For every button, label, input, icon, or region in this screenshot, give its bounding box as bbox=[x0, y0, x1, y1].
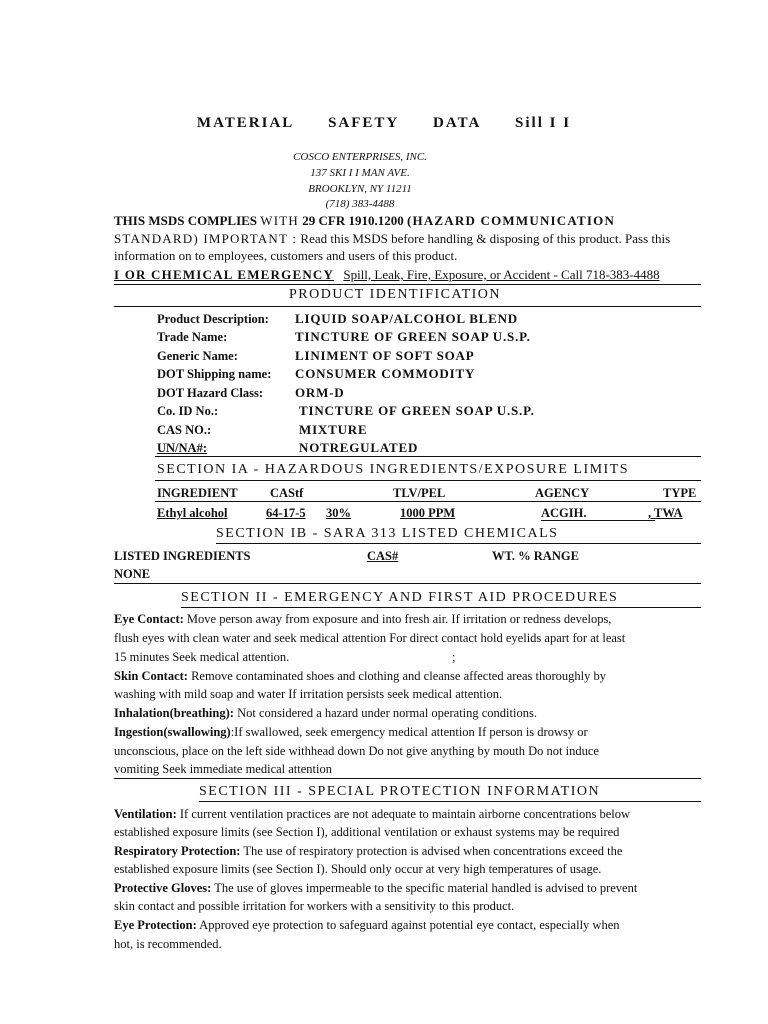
compliance-line-1 bbox=[114, 213, 615, 229]
emergency-line bbox=[114, 267, 660, 283]
gloves-text: The use of gloves impermeable to the specific material handled is advised to prevent bbox=[214, 881, 638, 895]
skin-contact-line-1 bbox=[114, 669, 704, 684]
divider bbox=[199, 801, 701, 802]
compliance-instruction: Read this MSDS before handling & disposing of this product. Pass this bbox=[300, 231, 671, 246]
skin-contact-text: Remove contaminated shoes and clothing and cleanse affected areas thoroughly by bbox=[191, 669, 606, 683]
eye-contact-line-3: 15 minutes Seek medical attention. bbox=[114, 650, 290, 664]
col-cas: CAStf bbox=[270, 486, 304, 500]
skin-contact-line-2: washing with mild soap and water If irritation persists seek medical attention. bbox=[114, 687, 503, 701]
col-agency: AGENCY bbox=[535, 486, 590, 500]
generic-name-label: Generic Name: bbox=[157, 349, 238, 363]
section-ib-heading: SECTION IB - SARA 313 LISTED CHEMICALS bbox=[216, 526, 559, 541]
company-phone: (718) 383-4488 bbox=[325, 198, 395, 210]
section-ii-heading: SECTION II - EMERGENCY AND FIRST AID PROCEDURES bbox=[181, 590, 619, 605]
divider bbox=[114, 583, 701, 584]
respiratory-text: The use of respiratory protection is advised when concentrations exceed the bbox=[243, 844, 623, 858]
un-na-value: NOTREGULATED bbox=[299, 440, 419, 455]
trade-name-value: TINCTURE OF GREEN SOAP U.S.P. bbox=[295, 329, 531, 344]
eye-contact-line-2: flush eyes with clean water and seek medical attention For direct contact hold eyelids apart for at least bbox=[114, 631, 626, 645]
eye-protection-text: Approved eye protection to safeguard against potential eye contact, especially when bbox=[199, 918, 620, 932]
divider bbox=[114, 778, 701, 779]
inhalation-text: Not considered a hazard under normal operating conditions. bbox=[237, 706, 537, 720]
gloves-line-1 bbox=[114, 881, 704, 896]
col-listed-ingredients: LISTED INGREDIENTS bbox=[114, 549, 251, 563]
cas-no-value: MIXTURE bbox=[299, 422, 368, 437]
inhalation-line bbox=[114, 706, 704, 721]
dot-shipping-value: CONSUMER COMMODITY bbox=[295, 366, 476, 381]
trade-name-label: Trade Name: bbox=[157, 330, 228, 344]
ventilation-text: If current ventilation practices are not adequate to maintain airborne concentrations below bbox=[179, 807, 631, 821]
col-ingredient: INGREDIENT bbox=[157, 486, 238, 500]
ingestion-line-2: unconscious, place on the left side withhead down Do not give anything by mouth Do not induce bbox=[114, 744, 599, 758]
document-title bbox=[0, 115, 768, 132]
listed-none: NONE bbox=[114, 567, 151, 581]
dot-hazard-label: DOT Hazard Class: bbox=[157, 386, 264, 400]
compliance-line-3: information on to employees, customers and users of this product. bbox=[114, 248, 458, 263]
divider bbox=[181, 607, 701, 608]
cell-type: , TWA bbox=[648, 506, 683, 520]
dot-hazard-value: ORM-D bbox=[295, 385, 345, 400]
divider bbox=[114, 306, 701, 307]
title-word: SAFETY bbox=[328, 115, 400, 131]
divider bbox=[155, 456, 701, 457]
compliance-line-2 bbox=[114, 231, 670, 247]
ventilation-label: Ventilation: bbox=[114, 807, 177, 821]
compliance-important: STANDARD) IMPORTANT : bbox=[114, 231, 298, 246]
respiratory-label: Respiratory Protection: bbox=[114, 844, 241, 858]
divider bbox=[155, 501, 701, 502]
product-description-value: LIQUID SOAP/ALCOHOL BLEND bbox=[295, 311, 518, 326]
company-street: 137 SKI I I MAN AVE. bbox=[310, 167, 410, 179]
col-type: TYPE bbox=[663, 486, 697, 500]
respiratory-line-1 bbox=[114, 844, 704, 859]
eye-protection-label: Eye Protection: bbox=[114, 918, 197, 932]
ingestion-label: Ingestion(swallowing) bbox=[114, 725, 231, 739]
eye-contact-line-1 bbox=[114, 612, 704, 627]
company-city: BROOKLYN, NY 11211 bbox=[308, 183, 412, 195]
divider bbox=[114, 284, 701, 285]
cell-cas: 64-17-5 bbox=[266, 506, 306, 520]
ingestion-text: :If swallowed, seek emergency medical attention If person is drowsy or bbox=[230, 725, 588, 739]
inhalation-label: Inhalation(breathing): bbox=[114, 706, 234, 720]
ventilation-line-2: established exposure limits (see Section I), additional ventilation or exhaust systems may be required bbox=[114, 825, 620, 839]
section-iii-heading: SECTION III - SPECIAL PROTECTION INFORMATION bbox=[199, 784, 601, 799]
eye-contact-mark: ; bbox=[452, 650, 456, 664]
compliance-e: (HAZARD COMMUNICATION bbox=[407, 213, 616, 228]
co-id-value: TINCTURE OF GREEN SOAP U.S.P. bbox=[299, 403, 535, 418]
compliance-b: WITH bbox=[260, 213, 300, 228]
divider bbox=[155, 480, 701, 481]
generic-name-value: LINIMENT OF SOFT SOAP bbox=[295, 348, 475, 363]
skin-contact-label: Skin Contact: bbox=[114, 669, 188, 683]
emergency-label: I OR CHEMICAL EMERGENCY bbox=[114, 267, 335, 282]
gloves-line-2: skin contact and possible irritation for workers with a sensitivity to this product. bbox=[114, 899, 515, 913]
title-word: DATA bbox=[433, 115, 482, 131]
cell-ingredient: Ethyl alcohol bbox=[157, 506, 228, 520]
emergency-text: Spill, Leak, Fire, Exposure, or Accident - Call 718-383-4488 bbox=[343, 267, 660, 282]
title-word: Sill I I bbox=[515, 115, 572, 131]
section-ia-heading: SECTION IA - HAZARDOUS INGREDIENTS/EXPOSURE LIMITS bbox=[157, 462, 630, 477]
underline bbox=[541, 520, 655, 521]
company-name: COSCO ENTERPRISES, INC. bbox=[293, 151, 427, 163]
divider bbox=[216, 543, 701, 544]
cell-tlv: 1000 PPM bbox=[400, 506, 456, 520]
title-word: MATERIAL bbox=[196, 115, 295, 131]
eye-protection-line-1 bbox=[114, 918, 704, 933]
dot-shipping-label: DOT Shipping name: bbox=[157, 367, 272, 381]
compliance-a: THIS MSDS COMPLIES bbox=[114, 213, 258, 228]
cell-percent: 30% bbox=[326, 506, 351, 520]
col-tlv-pel: TLV/PEL bbox=[393, 486, 446, 500]
cell-agency: ACGIH. bbox=[541, 506, 587, 520]
col-cas-number: CAS# bbox=[367, 549, 399, 563]
product-description-label: Product Description: bbox=[157, 312, 269, 326]
respiratory-line-2: established exposure limits (see Section I). Should only occur at very high temperatures of usage. bbox=[114, 862, 602, 876]
co-id-label: Co. ID No.: bbox=[157, 404, 219, 418]
compliance-d: 1910.1200 bbox=[348, 213, 404, 228]
un-na-label: UN/NA#: bbox=[157, 441, 207, 455]
gloves-label: Protective Gloves: bbox=[114, 881, 212, 895]
ingestion-line-1 bbox=[114, 725, 704, 740]
compliance-c: 29 CFR bbox=[302, 213, 346, 228]
cas-no-label: CAS NO.: bbox=[157, 423, 212, 437]
eye-contact-text: Move person away from exposure and into fresh air. If irritation or redness develops, bbox=[186, 612, 612, 626]
eye-protection-line-2: hot, is recommended. bbox=[114, 937, 222, 951]
ventilation-line-1 bbox=[114, 807, 704, 822]
col-wt-range: WT. % RANGE bbox=[492, 549, 579, 563]
ingestion-line-3: vomiting Seek immediate medical attention bbox=[114, 762, 332, 776]
eye-contact-label: Eye Contact: bbox=[114, 612, 184, 626]
product-identification-heading: PRODUCT IDENTIFICATION bbox=[288, 287, 502, 302]
